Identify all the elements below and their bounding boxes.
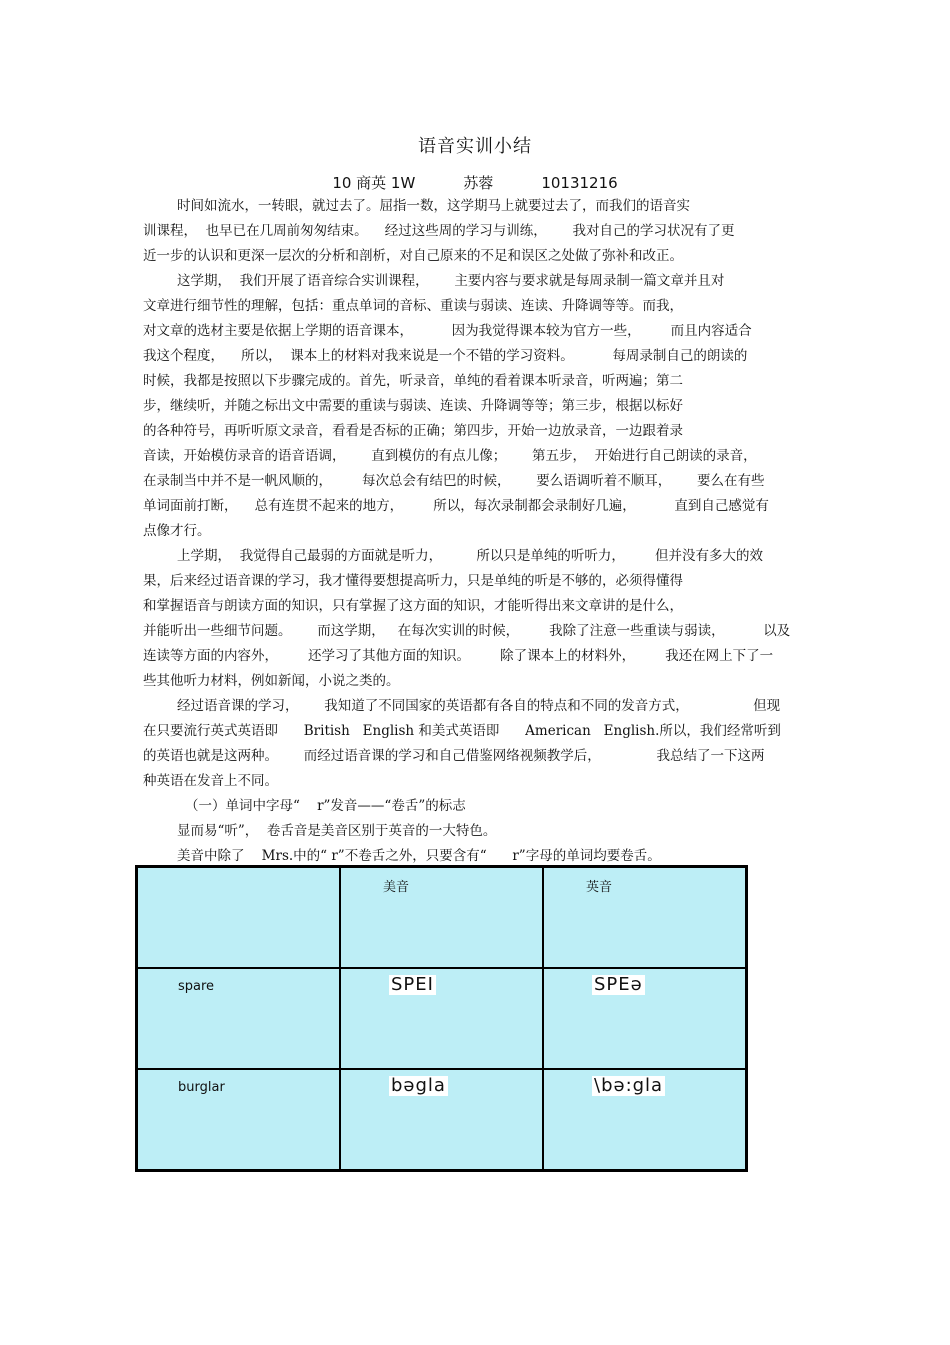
text-line: 种英语在发音上不同。 <box>143 773 278 789</box>
text-line: 对文章的选材主要是依据上学期的语音课本， 因为我觉得课本较为官方一些， 而且内容适合 <box>143 323 752 339</box>
text-line: 上学期， 我觉得自己最弱的方面就是听力， 所以只是单纯的听听力， 但并没有多大的效 <box>177 548 763 564</box>
document-title: 语音实训小结 <box>418 136 532 157</box>
document-body <box>143 194 808 869</box>
text-line: 连读等方面的内容外， 还学习了其他方面的知识。 除了课本上的材料外， 我还在网上下了一 <box>143 648 774 664</box>
byline-class: 10 商英 1W <box>332 174 416 192</box>
byline-name: 苏蓉 <box>463 174 494 192</box>
text-line: 步，继续听，并随之标出文中需要的重读与弱读、连读、升降调等等；第三步，根据以标好 <box>143 398 683 414</box>
section-heading: （一）单词中字母“ r”发音——“卷舌”的标志 <box>185 798 466 814</box>
table-header-cell <box>340 867 543 969</box>
text-line: 些其他听力材料，例如新闻，小说之类的。 <box>143 673 400 689</box>
text-line: 单词面前打断， 总有连贯不起来的地方， 所以，每次录制都会录制好几遍， 直到自己感觉有 <box>143 498 769 514</box>
text-line: 和掌握语音与朗读方面的知识，只有掌握了这方面的知识，才能听得出来文章讲的是什么， <box>143 598 683 614</box>
table-cell <box>137 968 341 1069</box>
text-line: 在只要流行英式英语即 British English 和美式英语即 American English.所以，我们经常听到 <box>143 723 781 739</box>
text-line: 果，后来经过语音课的学习，我才懂得要想提高听力，只是单纯的听是不够的，必须得懂得 <box>143 573 683 589</box>
text-line: 经过语音课的学习， 我知道了不同国家的英语都有各自的特点和不同的发音方式， 但现 <box>177 698 781 714</box>
text-line: 音读，开始模仿录音的语音语调， 直到模仿的有点儿像； 第五步， 开始进行自己朗读的录音， <box>143 448 757 464</box>
text-line: 显而易“听”， 卷舌音是美音区别于英音的一大特色。 <box>177 823 497 839</box>
text-line: 我这个程度， 所以， 课本上的材料对我来说是一个不错的学习资料。 每周录制自己的朗读的 <box>143 348 748 364</box>
table-header-row <box>137 867 747 969</box>
table-cell <box>543 1069 747 1171</box>
text-line: 这学期， 我们开展了语音综合实训课程， 主要内容与要求就是每周录制一篇文章并且对 <box>177 273 725 289</box>
text-line: 在录制当中并不是一帆风顺的， 每次总会有结巴的时候， 要么语调听着不顺耳， 要么在有些 <box>143 473 765 489</box>
text-line: 训课程， 也早已在几周前匆匆结束。 经过这些周的学习与训练， 我对自己的学习状况有了更 <box>143 223 735 239</box>
table-cell <box>543 968 747 1069</box>
phonetic-us: bəgla <box>391 1075 446 1096</box>
table-header-cell <box>137 867 341 969</box>
phonetic-us: SPEI <box>391 974 434 995</box>
text-line: 的各种符号，再听听原文录音，看看是否标的正确；第四步，开始一边放录音，一边跟着录 <box>143 423 683 439</box>
text-line: 并能听出一些细节问题。 而这学期， 在每次实训的时候， 我除了注意一些重读与弱读， 以及 <box>143 623 791 639</box>
table-row <box>137 968 747 1069</box>
text-line: 的英语也就是这两种。 而经过语音课的学习和自己借鉴网络视频教学后， 我总结了一下这两 <box>143 748 765 764</box>
table-cell <box>137 1069 341 1171</box>
byline-student-id: 10131216 <box>541 174 618 192</box>
word-label: spare <box>178 979 215 994</box>
text-line: 点像才行。 <box>143 523 211 539</box>
text-line: 文章进行细节性的理解，包括：重点单词的音标、重读与弱读、连读、升降调等等。而我， <box>143 298 683 314</box>
pronunciation-table <box>135 865 748 1172</box>
phonetic-uk: \bə:gla <box>594 1075 664 1096</box>
header-american: 美音 <box>383 880 410 895</box>
phonetic-uk: SPEə <box>594 974 643 995</box>
text-line: 近一步的认识和更深一层次的分析和剖析，对自己原来的不足和误区之处做了弥补和改正。 <box>143 248 683 264</box>
word-label: burglar <box>178 1080 225 1095</box>
text-line: 美音中除了 Mrs.中的“ r”不卷舌之外，只要含有“ r”字母的单词均要卷舌。 <box>177 848 661 864</box>
byline <box>0 172 950 193</box>
table-header-cell <box>543 867 747 969</box>
table-row <box>137 1069 747 1171</box>
table-cell <box>340 968 543 1069</box>
text-line: 时候，我都是按照以下步骤完成的。首先，听录音，单纯的看着课本听录音，听两遍；第二 <box>143 373 683 389</box>
table-cell <box>340 1069 543 1171</box>
text-line: 时间如流水，一转眼，就过去了。屈指一数，这学期马上就要过去了，而我们的语音实 <box>177 198 690 214</box>
header-british: 英音 <box>586 880 613 895</box>
